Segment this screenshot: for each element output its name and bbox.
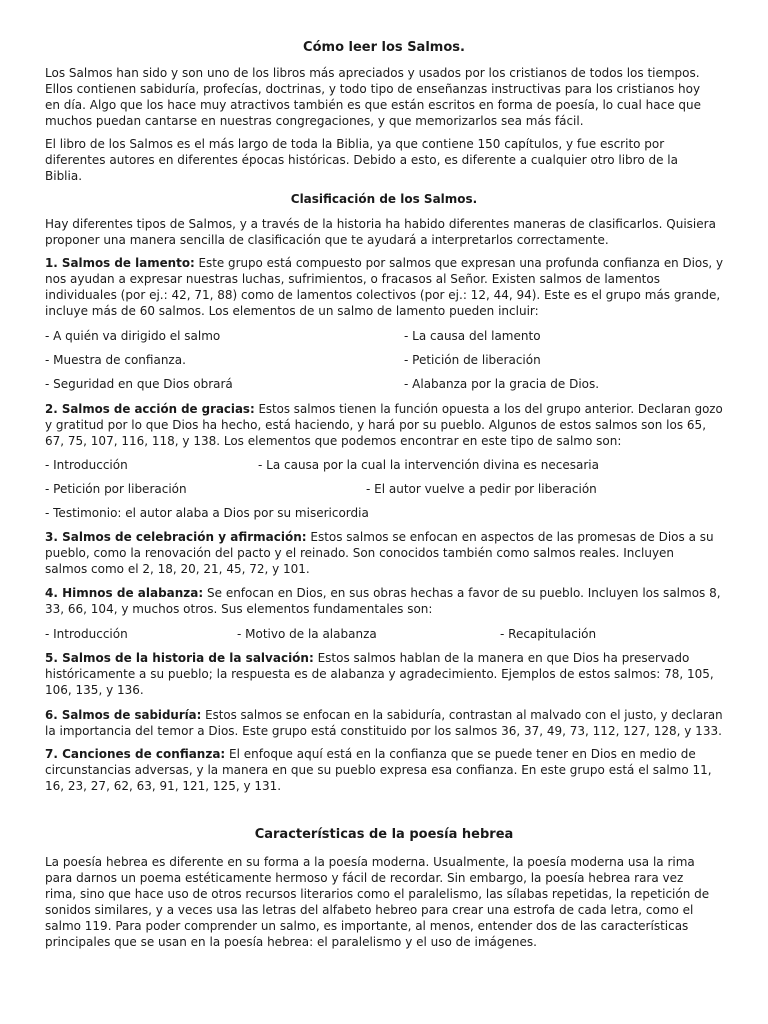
- section-7-line-3: 16, 23, 27, 62, 63, 91, 121, 125, y 131.: [45, 779, 282, 793]
- intro-p1-line-1: Los Salmos han sido y son uno de los libros más apreciados y usados por los cristianos de todos los tiempos.: [45, 66, 700, 80]
- section-5-line-3: 106, 135, y 136.: [45, 683, 144, 697]
- section-1-line-3: individuales (por ej.: 42, 71, 88) como de lamentos colectivos (por ej.: 12, 44, 94). Este es el grupo más grande,: [45, 288, 721, 302]
- section-2-item: - El autor vuelve a pedir por liberación: [366, 482, 597, 496]
- section-4-item: - Introducción: [45, 627, 128, 641]
- section-3-line-3: salmos como el 2, 18, 20, 21, 45, 72, y 101.: [45, 562, 310, 576]
- poetry-line-6: principales que se usan en la poesía hebrea: el paralelismo y el uso de imágenes.: [45, 935, 537, 949]
- section-2-text: Estos salmos tienen la función opuesta a los del grupo anterior. Declaran gozo: [254, 402, 723, 416]
- section-1-line-1: [45, 256, 723, 270]
- section-7-line-2: circunstancias adversas, y la manera en que su pueblo expresa esa confianza. En este grupo está el salmo 11,: [45, 763, 712, 777]
- section-4-item: - Motivo de la alabanza: [237, 627, 377, 641]
- section-2-item: - Petición por liberación: [45, 482, 187, 496]
- section-1-line-2: nos ayudan a expresar nuestras luchas, sufrimientos, o fracasos al Señor. Existen salmos de lamentos: [45, 272, 660, 286]
- classification-heading: Clasificación de los Salmos.: [290, 192, 478, 206]
- section-7-text: El enfoque aquí está en la confianza que se puede tener en Dios en medio de: [225, 747, 696, 761]
- section-5-text: Estos salmos hablan de la manera en que Dios ha preservado: [313, 651, 690, 665]
- intro-p2-line-3: Biblia.: [45, 169, 83, 183]
- section-3-line-2: pueblo, como la renovación del pacto y el reinado. Son conocidos también como salmos reales. Incluyen: [45, 546, 675, 560]
- section-2-item: - La causa por la cual la intervención divina es necesaria: [258, 458, 599, 472]
- poetry-heading: Características de la poesía hebrea: [254, 827, 514, 842]
- section-2-line-1: [45, 402, 723, 416]
- section-4-line-2: 33, 66, 104, y muchos otros. Sus elementos fundamentales son:: [45, 602, 433, 616]
- section-4-item: - Recapitulación: [500, 627, 597, 641]
- document-title: Cómo leer los Salmos.: [303, 40, 465, 55]
- intro-p2-line-1: El libro de los Salmos es el más largo de toda la Biblia, ya que contiene 150 capítulos, y fue escrito por: [45, 137, 665, 151]
- poetry-line-1: La poesía hebrea es diferente en su forma a la poesía moderna. Usualmente, la poesía moderna usa la rima: [45, 855, 695, 869]
- section-1-item: - A quién va dirigido el salmo: [45, 329, 221, 343]
- classification-intro-line-1: Hay diferentes tipos de Salmos, y a través de la historia ha habido diferentes maneras de clasificarlos. Quisiera: [45, 217, 716, 231]
- section-6-text: Estos salmos se enfocan en la sabiduría, contrastan al malvado con el justo, y declaran: [201, 708, 723, 722]
- section-3-label: 3. Salmos de celebración y afirmación:: [45, 530, 307, 544]
- section-5-line-1: [45, 651, 689, 665]
- section-1-item: - Seguridad en que Dios obrará: [45, 377, 233, 391]
- section-3-text: Estos salmos se enfocan en aspectos de las promesas de Dios a su: [306, 530, 714, 544]
- poetry-line-3: rima, sino que hace uso de otros recursos literarios como el paralelismo, las sílabas repetidas, la repetición de: [45, 887, 710, 901]
- poetry-line-5: salmo 119. Para poder comprender un salmo, es importante, al menos, entender dos de las características: [45, 919, 689, 933]
- intro-p1-line-4: muchos puedan cantarse en nuestras congregaciones, y que memorizarlos sea más fácil.: [45, 114, 584, 128]
- section-7-line-1: [45, 747, 696, 761]
- section-3-line-1: [45, 530, 714, 544]
- section-4-label: 4. Himnos de alabanza:: [45, 586, 204, 600]
- section-2-label: 2. Salmos de acción de gracias:: [45, 402, 255, 416]
- section-6-label: 6. Salmos de sabiduría:: [45, 708, 202, 722]
- section-1-item: - Petición de liberación: [404, 353, 541, 367]
- section-5-label: 5. Salmos de la historia de la salvación:: [45, 651, 314, 665]
- section-5-line-2: históricamente a su pueblo; la respuesta es de alabanza y agradecimiento. Ejemplos de estos salmos: 78, 105,: [45, 667, 714, 681]
- section-1-item: - La causa del lamento: [404, 329, 541, 343]
- section-4-text: Se enfocan en Dios, en sus obras hechas a favor de su pueblo. Incluyen los salmos 8,: [203, 586, 721, 600]
- section-2-item: - Introducción: [45, 458, 128, 472]
- section-1-line-4: incluye más de 60 salmos. Los elementos de un salmo de lamento pueden incluir:: [45, 304, 539, 318]
- section-6-line-1: [45, 708, 723, 722]
- section-2-line-2: y gratitud por lo que Dios ha hecho, está haciendo, y hará por su pueblo. Algunos de estos salmos son los 65,: [45, 418, 707, 432]
- section-4-line-1: [45, 586, 721, 600]
- classification-intro-line-2: proponer una manera sencilla de clasificación que te ayudará a interpretarlos correctamente.: [45, 233, 609, 247]
- poetry-line-2: para darnos un poema estéticamente hermoso y fácil de recordar. Sin embargo, la poesía hebrea rara vez: [45, 871, 684, 885]
- poetry-line-4: sonidos similares, y a veces usa las letras del alfabeto hebreo para crear una estrofa de cada letra, como el: [45, 903, 694, 917]
- section-1-label: 1. Salmos de lamento:: [45, 256, 195, 270]
- section-1-text: Este grupo está compuesto por salmos que expresan una profunda confianza en Dios, y: [194, 256, 724, 270]
- intro-p1-line-2: Ellos contienen sabiduría, profecías, doctrinas, y todo tipo de enseñanzas instructivas para los cristianos hoy: [45, 82, 701, 96]
- section-6-line-2: la importancia del temor a Dios. Este grupo está constituido por los salmos 36, 37, 49, 73, 112, 127, 128, y 133.: [45, 724, 722, 738]
- section-7-label: 7. Canciones de confianza:: [45, 747, 226, 761]
- section-1-item: - Alabanza por la gracia de Dios.: [404, 377, 600, 391]
- section-2-line-3: 67, 75, 107, 116, 118, y 138. Los elementos que podemos encontrar en este tipo de salmo son:: [45, 434, 622, 448]
- intro-p1-line-3: en día. Algo que los hace muy atractivos también es que están escritos en forma de poesía, lo cual hace que: [45, 98, 701, 112]
- section-2-item: - Testimonio: el autor alaba a Dios por su misericordia: [45, 506, 369, 520]
- intro-p2-line-2: diferentes autores en diferentes épocas históricas. Debido a esto, es diferente a cualquier otro libro de la: [45, 153, 678, 167]
- section-1-item: - Muestra de confianza.: [45, 353, 186, 367]
